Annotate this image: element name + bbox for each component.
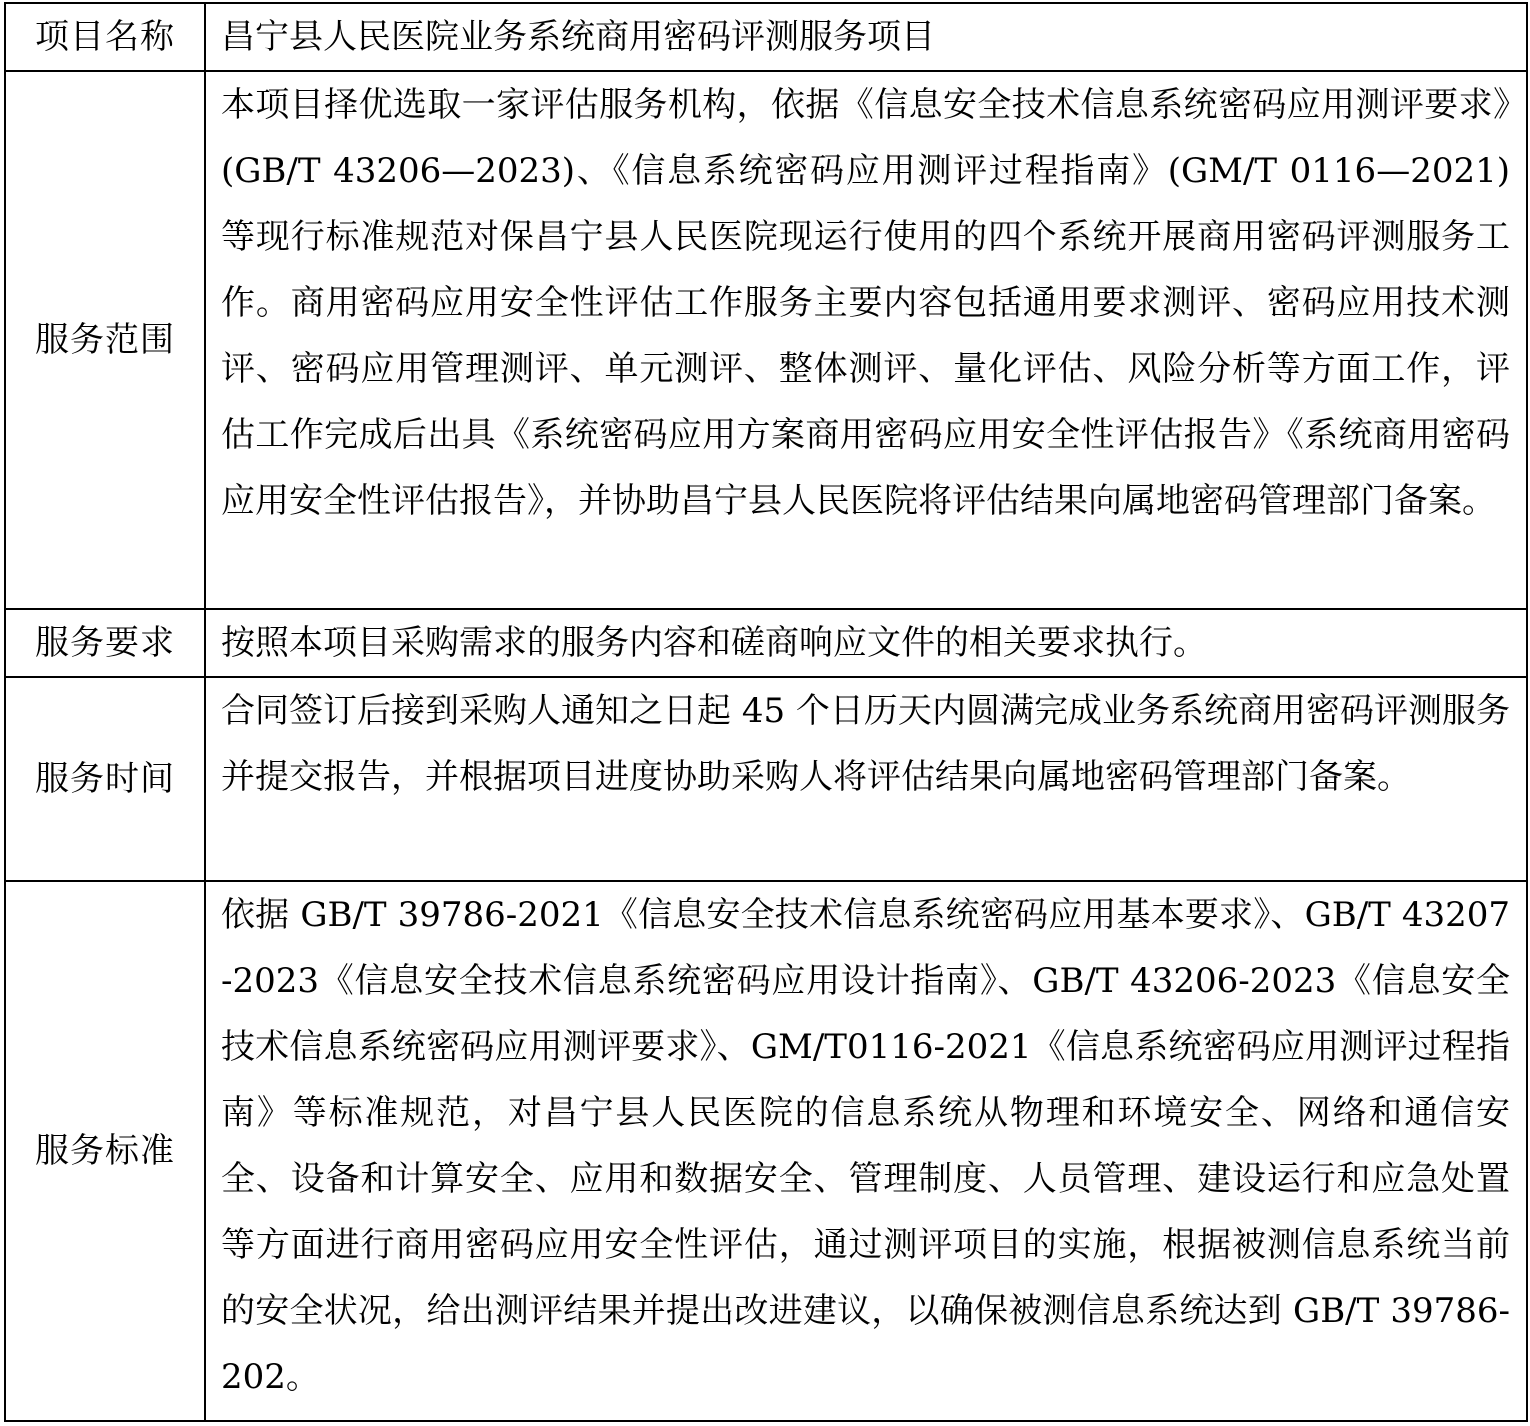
row-label-project-name: 项目名称 <box>5 3 205 71</box>
row-value-service-scope <box>205 71 1527 609</box>
row-label-service-time: 服务时间 <box>5 677 205 881</box>
service-time-text: 合同签订后接到采购人通知之日起 45 个日历天内圆满完成业务系统商用密码评测服务并提交报告，并根据项目进度协助采购人将评估结果向属地密码管理部门备案。 <box>221 691 1510 797</box>
project-name-text: 昌宁县人民医院业务系统商用密码评测服务项目 <box>221 17 935 57</box>
table-row-project-name <box>5 3 1527 71</box>
row-value-project-name <box>205 3 1527 71</box>
row-label-service-scope: 服务范围 <box>5 71 205 609</box>
row-label-service-requirements: 服务要求 <box>5 609 205 677</box>
table-row-service-scope <box>5 71 1527 609</box>
row-value-service-standards <box>205 881 1527 1421</box>
row-value-service-requirements <box>205 609 1527 677</box>
project-info-table <box>4 2 1528 1422</box>
service-scope-text: 本项目择优选取一家评估服务机构，依据《信息安全技术信息系统密码应用测评要求》(GB/T 43206—2023)、《信息系统密码应用测评过程指南》(GM/T 0116—2021) 等现行标准规范对保昌宁县人民医院现运行使用的四个系统开展商用密码评测服务工作。商用密码应用安全性评估工作服务主要内容包括通用要求测评、密码应用技术测评、密码应用管理测评、单元测评、整体测评、量化评估、风险分析等方面工作，评估工作完成后出具《系统密码应用方案商用密码应用安全性评估报告》《系统商用密码应用安全性评估报告》，并协助昌宁县人民医院将评估结果向属地密码管理部门备案。 <box>221 85 1510 521</box>
table-row-service-standards <box>5 881 1527 1421</box>
row-value-service-time <box>205 677 1527 881</box>
table-row-service-requirements <box>5 609 1527 677</box>
table-row-service-time <box>5 677 1527 881</box>
service-standards-text: 依据 GB/T 39786-2021《信息安全技术信息系统密码应用基本要求》、GB/T 43207-2023《信息安全技术信息系统密码应用设计指南》、GB/T 43206-2023《信息安全技术信息系统密码应用测评要求》、GM/T0116-2021《信息系统密码应用测评过程指南》等标准规范，对昌宁县人民医院的信息系统从物理和环境安全、网络和通信安全、设备和计算安全、应用和数据安全、管理制度、人员管理、建设运行和应急处置等方面进行商用密码应用安全性评估，通过测评项目的实施，根据被测信息系统当前的安全状况，给出测评结果并提出改进建议，以确保被测信息系统达到 GB/T 39786-202。 <box>221 895 1510 1397</box>
row-label-service-standards: 服务标准 <box>5 881 205 1421</box>
service-requirements-text: 按照本项目采购需求的服务内容和磋商响应文件的相关要求执行。 <box>221 623 1207 663</box>
